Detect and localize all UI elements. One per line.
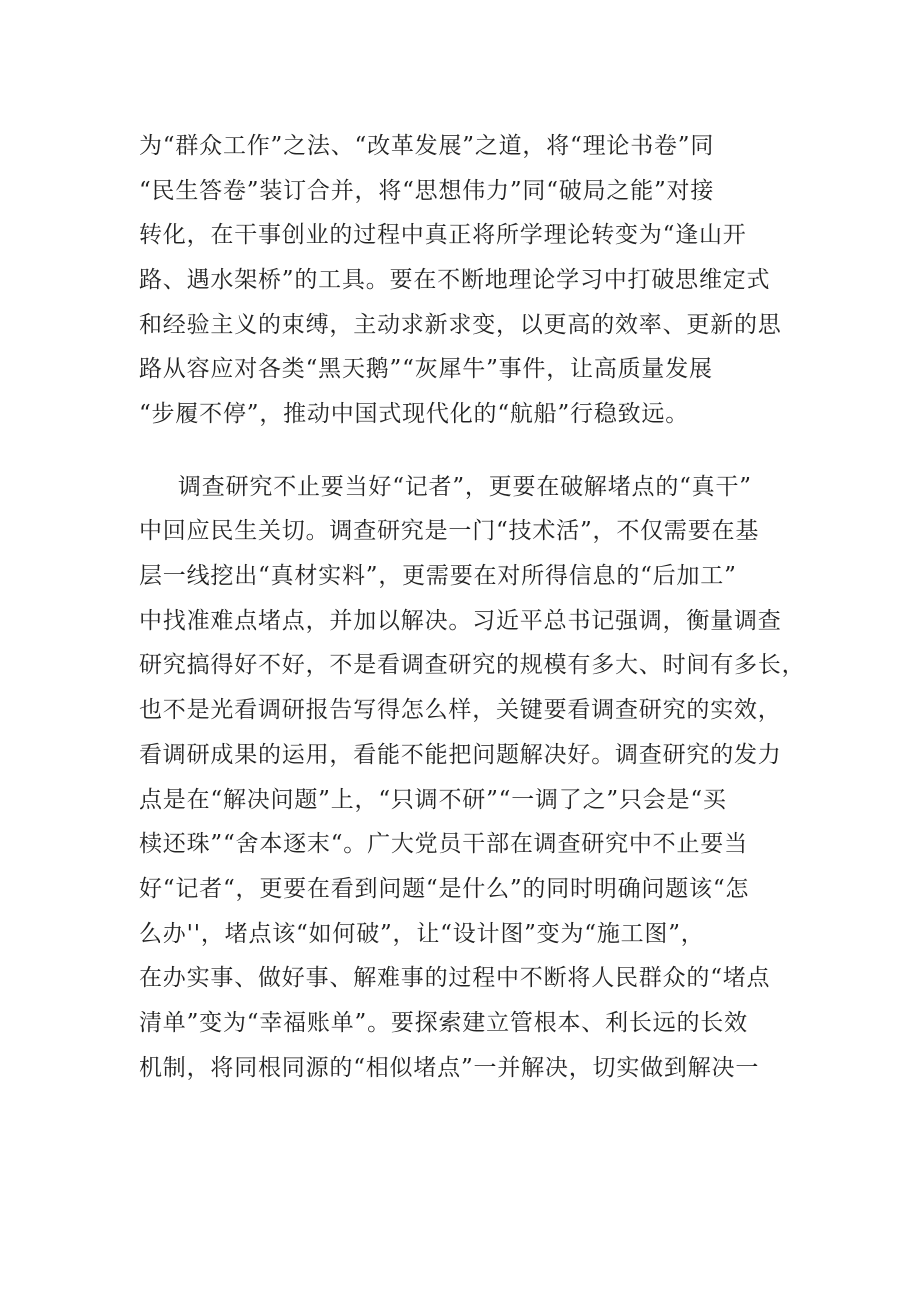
text-line: 机制，将同根同源的“相似堵点”一并解决，切实做到解决一: [139, 1055, 760, 1081]
text-line: 也不是光看调研报告写得怎么样，关键要看调查研究的实效，: [139, 697, 782, 723]
text-line: 研究搞得好不好，不是看调查研究的规模有多大、时间有多长，: [139, 652, 806, 678]
text-line: 和经验主义的束缚，主动求新求变，以更高的效率、更新的思: [139, 312, 782, 338]
text-line: 点是在“解决问题”上，“只调不研”“一调了之”只会是“买: [139, 787, 727, 813]
text-line: 路从容应对各类“黑天鹅”“灰犀牛”事件，让高质量发展: [139, 356, 713, 382]
text-line: 椟还珠”“舍本逐末“。广大党员干部在调查研究中不止要当: [139, 831, 748, 857]
text-line: 好“记者“，更要在看到问题“是什么”的同时明确问题该“怎: [139, 876, 750, 902]
paragraph-first-line: 调查研究不止要当好“记者”，更要在破解堵点的“真干”: [178, 474, 752, 500]
text-line: “步履不停”，推动中国式现代化的“航船”行稳致远。: [139, 401, 690, 427]
text-line: 中回应民生关切。调查研究是一门“技术活”，不仅需要在基: [139, 518, 760, 544]
text-line: 么办''，堵点该“如何破”，让“设计图”变为“施工图”，: [139, 921, 705, 947]
text-line: 看调研成果的运用，看能不能把问题解决好。调查研究的发力: [139, 742, 782, 768]
text-line: 路、遇水架桥”的工具。要在不断地理论学习中打破思维定式: [139, 267, 771, 293]
text-line: 在办实事、做好事、解难事的过程中不断将人民群众的“堵点: [139, 965, 771, 991]
text-line: “民生答卷”装订合并，将“思想伟力”同“破局之能”对接: [139, 178, 715, 204]
text-line: 清单”变为“幸福账单”。要探索建立管根本、利长远的长效: [139, 1010, 748, 1036]
text-line: 转化，在干事创业的过程中真正将所学理论转变为“逢山开: [139, 222, 747, 248]
text-line: 为“群众工作”之法、“改革发展”之道，将“理论书卷”同: [139, 133, 715, 159]
text-line: 中找准难点堵点，并加以解决。习近平总书记强调，衡量调查: [139, 608, 782, 634]
text-line: 层一线挖出“真材实料”，更需要在对所得信息的“后加工”: [139, 563, 737, 589]
